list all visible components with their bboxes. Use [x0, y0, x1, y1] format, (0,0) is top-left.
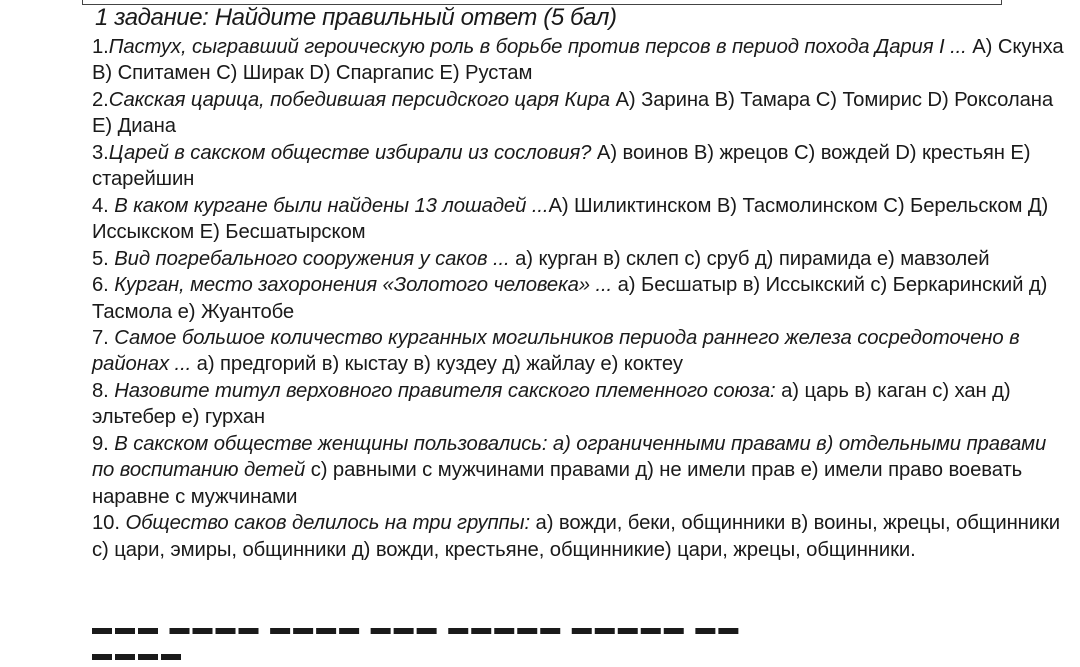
question-text: Назовите титул верховного правителя сакского племенного союза:	[114, 379, 776, 402]
question-number: 9.	[92, 432, 115, 455]
question-text: Вид погребального сооружения у саков ...	[114, 247, 510, 270]
question-text: Общество саков делилось на три группы:	[125, 512, 530, 535]
question-3	[92, 140, 1072, 193]
answer-options: а) царь в) каган с) хан д) эльтебер е) гурхан	[92, 379, 1011, 429]
question-number: 10.	[92, 512, 126, 535]
question-4	[92, 193, 1072, 246]
answer-options: А) воинов В) жрецов С) вождей D) крестьян Е) старейшин	[92, 141, 1031, 191]
question-number: 6.	[92, 274, 115, 297]
question-text: Самое большое количество курганных могильников периода раннего железа сосредоточено в районах ...	[92, 326, 1020, 376]
answer-options: с) равными с мужчинами правами д) не имели прав е) имели право воевать наравне с мужчинами	[92, 459, 1023, 508]
task-title: 1 задание: Найдите правильный ответ (5 бал)	[95, 4, 617, 31]
question-text: Пастух, сыгравший героическую роль в борьбе против персов в период похода Дария I ...	[108, 36, 967, 58]
answer-options: а) курган в) склеп с) сруб д) пирамида е) мавзолей	[509, 247, 990, 270]
question-number: 2.	[92, 88, 109, 111]
question-8	[92, 378, 1072, 431]
question-10	[92, 510, 1072, 563]
question-5	[92, 246, 1072, 272]
question-text: Сакская царица, победившая персидского царя Кира	[108, 88, 610, 111]
answer-options: А) Зарина В) Тамара С) Томирис D) Роксолана Е) Диана	[92, 88, 1054, 138]
question-2	[92, 87, 1072, 140]
answer-options: А) Скунха В) Спитамен С) Ширак D) Спаргапис Е) Рустам	[92, 36, 1064, 85]
questions-list	[92, 34, 1072, 563]
answer-options: а) вожди, беки, общинники в) воины, жрецы, общинники с) цари, эмиры, общинники д) вожди, крестьяне, общинникие) цари, жрецы, общинники.	[92, 512, 1060, 561]
question-text: В сакском обществе женщины пользовались: а) ограниченными правами в) отдельными правами по воспитанию детей	[92, 432, 1047, 482]
question-7	[92, 325, 1072, 378]
question-number: 4.	[92, 194, 115, 217]
answer-options: А) Шиликтинском В) Тасмолинском С) Берельском Д) Иссыкском Е) Бесшатырском	[92, 194, 1049, 244]
question-number: 3.	[92, 141, 109, 164]
question-number: 7.	[92, 326, 115, 349]
question-1	[92, 34, 1072, 87]
cropped-next-line: ▬▬▬ ▬▬▬▬ ▬▬▬▬ ▬▬▬ ▬▬▬▬▬ ▬▬▬▬▬ ▬▬ ▬▬▬▬	[92, 617, 742, 665]
answer-options: а) предгорий в) кыстау в) куздеу д) жайлау е) коктеу	[191, 353, 683, 376]
question-9	[92, 431, 1072, 510]
answer-options: а) Бесшатыр в) Иссыкский с) Беркаринский д) Тасмола е) Жуантобе	[92, 274, 1048, 323]
question-text: Курган, место захоронения «Золотого человека» ...	[114, 274, 613, 297]
question-text: Царей в сакском обществе избирали из сословия?	[108, 141, 592, 164]
question-number: 5.	[92, 247, 115, 270]
question-number: 1.	[92, 36, 109, 58]
question-number: 8.	[92, 379, 115, 402]
question-6	[92, 272, 1072, 325]
question-text: В каком кургане были найдены 13 лошадей ...	[114, 194, 549, 217]
